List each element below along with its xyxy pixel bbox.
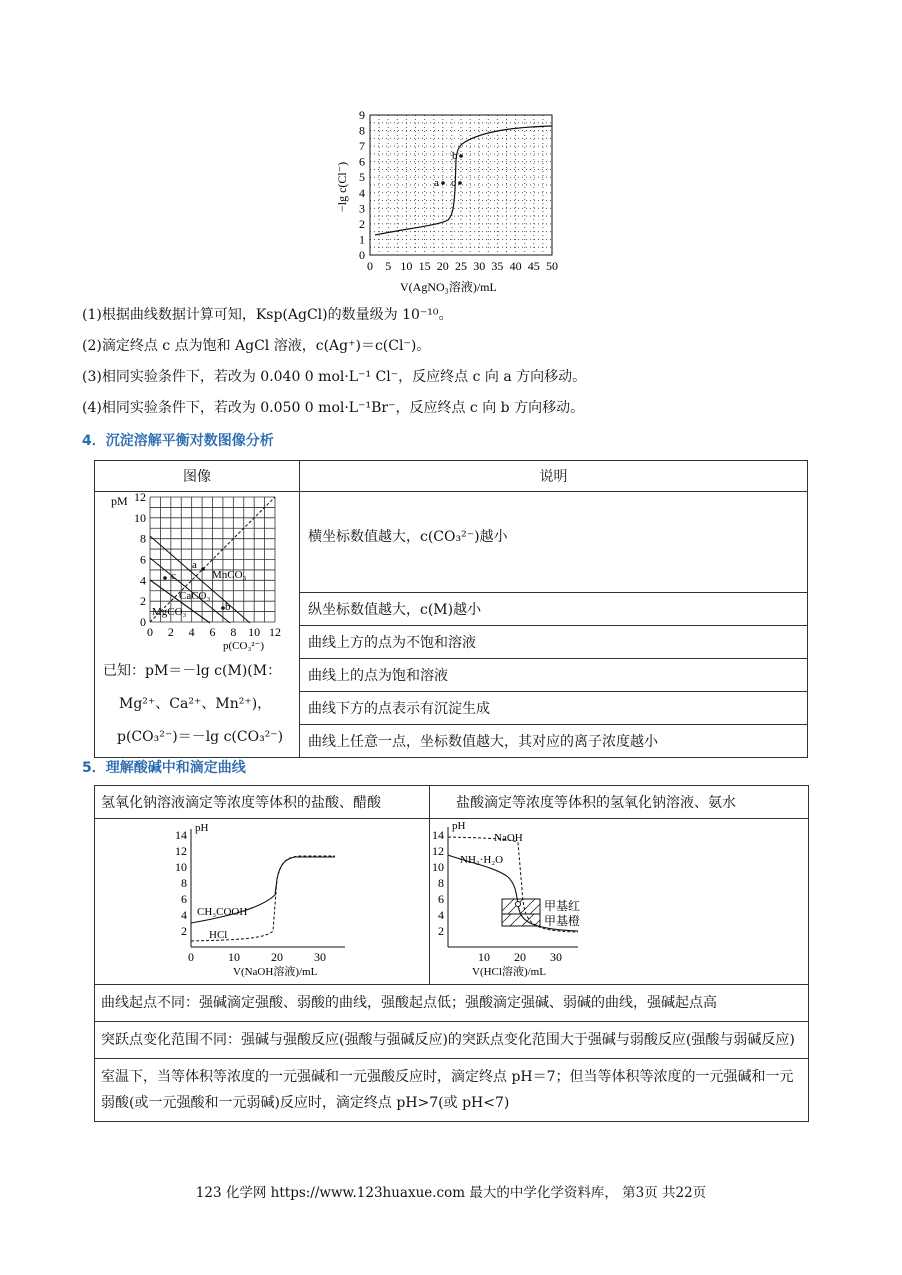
y-tick-label: 1: [359, 232, 365, 247]
x-tick-label: 35: [491, 259, 504, 273]
x-tick-label: 0: [367, 259, 373, 273]
known-line-1: 已知：pM＝－lg c(M)(M：: [103, 663, 282, 679]
y-tick-label: 8: [181, 876, 187, 890]
x-tick-label: 0: [147, 625, 153, 639]
x-tick-label: 4: [188, 625, 195, 639]
x-tick-labels: [188, 950, 326, 964]
y-tick-labels: [359, 108, 365, 262]
x-axis-label: p(CO₃²⁻): [223, 640, 265, 652]
x-tick-label: 20: [436, 259, 449, 273]
y-axis-label: pH: [195, 822, 209, 834]
y-tick-label: 2: [140, 594, 146, 609]
y-tick-label: 10: [175, 860, 187, 874]
point-a-label: a: [192, 559, 197, 571]
y-tick-label: 7: [359, 139, 365, 154]
known-line-3: p(CO₃²⁻)＝－lg c(CO₃²⁻): [117, 729, 284, 745]
y-tick-label: 14: [432, 828, 444, 842]
y-tick-labels: [134, 492, 146, 629]
desc-row-2: 纵坐标数值越大，c(M)越小: [300, 593, 808, 626]
chart-right-cell: [430, 819, 809, 985]
series-label-ch3cooh: CH₃COOH: [197, 906, 248, 918]
y-tick-label: 6: [438, 892, 444, 906]
y-tick-label: 6: [359, 154, 365, 169]
y-tick-label: 2: [359, 216, 365, 231]
y-tick-label: 14: [175, 828, 187, 842]
y-tick-label: 2: [181, 924, 187, 938]
y-tick-label: 3: [359, 201, 365, 216]
y-axis-label: pM: [111, 494, 128, 508]
x-tick-label: 50: [546, 259, 558, 273]
desc-row-4: 曲线上的点为饱和溶液: [300, 659, 808, 692]
x-tick-label: 25: [455, 259, 467, 273]
indicator-methyl-orange: 甲基橙: [544, 914, 581, 928]
y-tick-label: 6: [181, 892, 187, 906]
y-tick-label: 4: [438, 908, 444, 922]
x-tick-label: 30: [314, 950, 326, 964]
hcl-titration-chart: [430, 819, 808, 983]
titration-chart-agcl: [330, 100, 570, 300]
point-a: [441, 181, 445, 185]
y-tick-label: 4: [181, 908, 187, 922]
x-tick-label: 6: [209, 625, 216, 639]
series-label-caco3: CaCO₃: [179, 590, 211, 602]
point-c: [163, 576, 167, 580]
x-tick-labels: [478, 950, 562, 964]
point-b-label: b: [225, 601, 231, 613]
y-tick-label: 5: [359, 170, 365, 185]
y-tick-label: 8: [438, 876, 444, 890]
y-axis-label: pH: [452, 820, 466, 832]
col-header-desc: 说明: [300, 461, 808, 492]
y-tick-label: 10: [134, 510, 146, 525]
col-header-right: 盐酸滴定等浓度等体积的氢氧化钠溶液、氨水: [430, 786, 809, 819]
y-tick-label: 4: [359, 185, 365, 200]
point-b-label: b: [452, 150, 458, 162]
y-tick-labels: [432, 828, 444, 938]
y-tick-label: 2: [438, 924, 444, 938]
series-label-hcl: HCl: [209, 929, 228, 941]
y-axis-label: −lg c(Cl⁻): [335, 161, 349, 212]
y-tick-label: 9: [359, 108, 365, 122]
y-tick-label: 4: [140, 573, 146, 588]
section-5-heading: 5．理解酸碱中和滴定曲线: [82, 760, 246, 776]
x-axis-label: V(HCl溶液)/mL: [472, 966, 546, 978]
x-tick-label: 20: [271, 950, 283, 964]
x-tick-labels: [367, 259, 558, 273]
naoh-titration-chart: [95, 819, 429, 983]
series-label-mnco3: MnCO₃: [212, 569, 247, 581]
statement-4: (4)相同实验条件下，若改为 0.050 0 mol·L⁻¹Br⁻，反应终点 c 向 b 方向移动。: [82, 400, 585, 416]
col-header-image: 图像: [95, 461, 300, 492]
note-row-3: 室温下，当等体积等浓度的一元强碱和一元强酸反应时，滴定终点 pH＝7；但当等体积等浓度的一元强碱和一元弱酸(或一元强酸和一元弱碱)反应时，滴定终点 pH>7(或 pH<7): [95, 1059, 809, 1122]
x-tick-label: 10: [248, 625, 261, 639]
x-tick-label: 10: [228, 950, 240, 964]
x-tick-label: 12: [269, 625, 281, 639]
x-axis-label: V(NaOH溶液)/mL: [233, 966, 318, 978]
x-tick-label: 20: [514, 950, 526, 964]
hatch-pattern: [502, 899, 540, 926]
series-label-mgco3: MgCO₃: [152, 606, 187, 618]
chart-grid: [370, 115, 552, 255]
y-tick-label: 0: [359, 248, 365, 262]
x-tick-label: 30: [550, 950, 562, 964]
series-label-naoh: NaOH: [494, 832, 523, 844]
image-cell: [95, 492, 300, 758]
point-c-label: c: [171, 570, 176, 582]
x-tick-label: 45: [527, 259, 540, 273]
x-tick-label: 2: [167, 625, 174, 639]
note-row-2: 突跃点变化范围不同：强碱与强酸反应(强酸与强碱反应)的突跃点变化范围大于强碱与弱酸反应(强酸与弱碱反应): [95, 1022, 809, 1059]
point-a: [201, 567, 205, 571]
desc-row-5: 曲线下方的点表示有沉淀生成: [300, 692, 808, 725]
x-tick-label: 10: [478, 950, 490, 964]
statement-1: (1)根据曲线数据计算可知，Ksp(AgCl)的数量级为 10⁻¹⁰。: [82, 307, 453, 323]
point-c-label: c: [451, 177, 456, 189]
indicator-methyl-red: 甲基红: [544, 899, 581, 913]
point-b: [459, 154, 463, 158]
y-tick-label: 8: [359, 123, 365, 138]
equivalence-point: [516, 902, 521, 907]
note-row-1: 曲线起点不同：强碱滴定强酸、弱酸的曲线，强酸起点低；强酸滴定强碱、弱碱的曲线，强碱起点高: [95, 985, 809, 1022]
y-tick-labels: [175, 828, 187, 938]
solubility-chart: [95, 492, 299, 652]
desc-row-6: 曲线上任意一点，坐标数值越大，其对应的离子浓度越小: [300, 725, 808, 758]
y-tick-label: 12: [432, 844, 444, 858]
chart-left-cell: [95, 819, 430, 985]
series-label-nh3: NH₃·H₂O: [460, 854, 504, 866]
x-tick-label: 0: [188, 950, 194, 964]
section-4-heading: 4．沉淀溶解平衡对数图像分析: [82, 433, 274, 449]
y-tick-label: 10: [432, 860, 444, 874]
desc-row-1: 横坐标数值越大，c(CO₃²⁻)越小: [300, 492, 808, 593]
x-tick-labels: [147, 625, 281, 639]
y-tick-label: 6: [140, 552, 146, 567]
x-tick-label: 5: [385, 259, 392, 273]
section-5-table: [94, 785, 809, 1122]
y-tick-label: 12: [134, 492, 146, 504]
point-a-label: a: [434, 177, 439, 189]
x-axis-label: V(AgNO₃溶液)/mL: [400, 280, 497, 294]
x-tick-label: 30: [473, 259, 486, 273]
page-footer: 123 化学网 https://www.123huaxue.com 最大的中学化学资料库， 第3页 共22页: [195, 1185, 707, 1201]
x-tick-label: 8: [230, 625, 237, 639]
known-line-2: Mg²⁺、Ca²⁺、Mn²⁺)，: [119, 696, 272, 712]
y-tick-label: 8: [140, 531, 146, 546]
section-4-table: [94, 460, 808, 758]
statement-2: (2)滴定终点 c 点为饱和 AgCl 溶液，c(Ag⁺)＝c(Cl⁻)。: [82, 338, 431, 354]
y-tick-label: 12: [175, 844, 187, 858]
desc-row-3: 曲线上方的点为不饱和溶液: [300, 626, 808, 659]
titration-curve: [375, 126, 552, 235]
statement-3: (3)相同实验条件下，若改为 0.040 0 mol·L⁻¹ Cl⁻，反应终点 c 向 a 方向移动。: [82, 369, 587, 385]
col-header-left: 氢氧化钠溶液滴定等浓度等体积的盐酸、醋酸: [95, 786, 430, 819]
x-tick-label: 15: [418, 259, 431, 273]
x-tick-label: 10: [400, 259, 413, 273]
x-tick-label: 40: [509, 259, 522, 273]
y-tick-label: 0: [140, 615, 146, 629]
point-c: [458, 181, 462, 185]
